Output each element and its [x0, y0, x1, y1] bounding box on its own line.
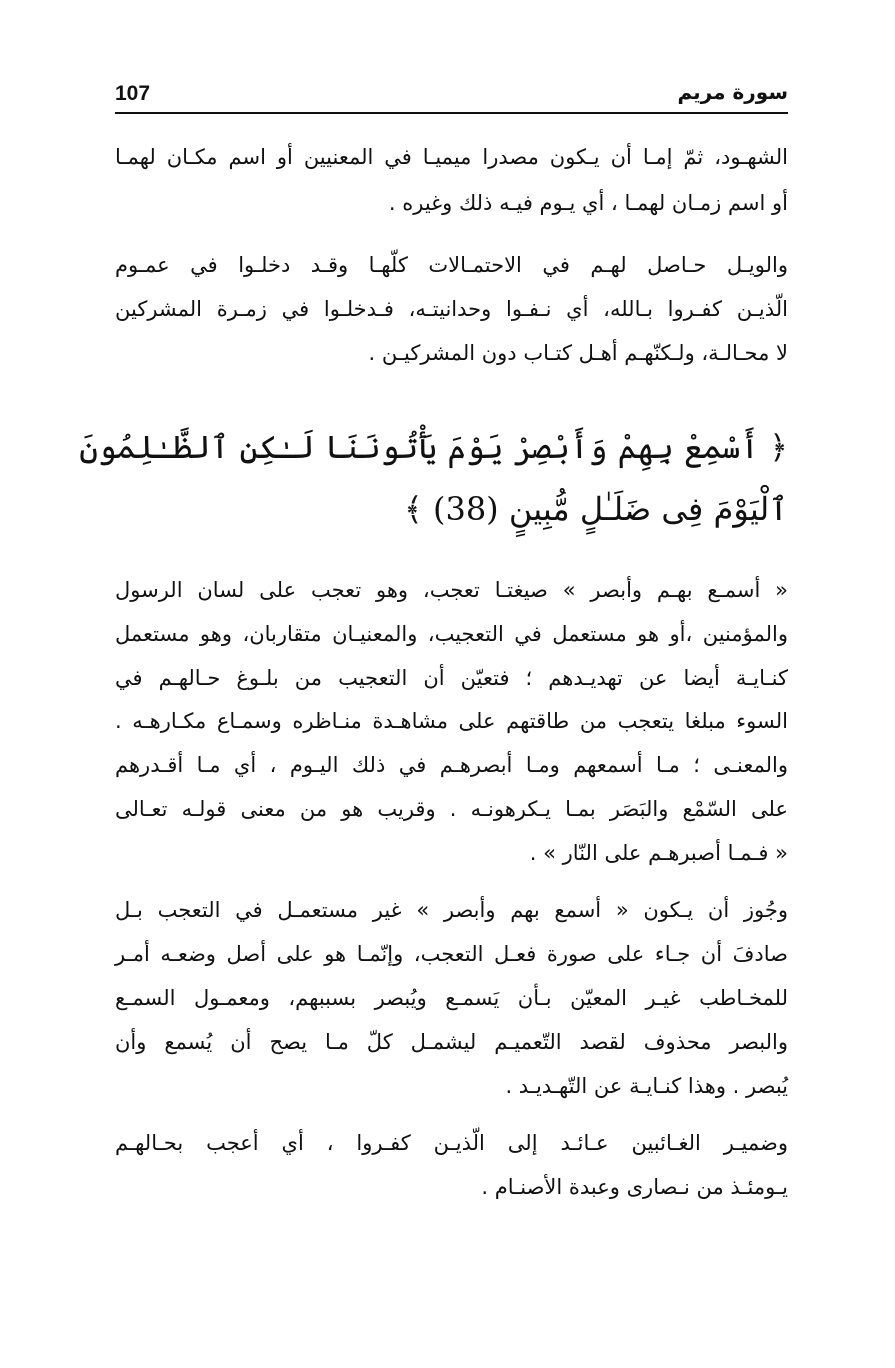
quran-verse-line: ٱلْيَوْمَ فِى ضَلَـٰلٍ مُّبِينٍ (38) ﴾: [404, 490, 788, 528]
quran-verse-line: ﴿ أَسْمِعْ بِهِمْ وَأَبْصِرْ يَوْمَ يَأْتُونَنَا لَـٰكِنِ ٱلظَّـٰلِمُونَ: [79, 428, 788, 466]
text-line: يُبصر . وهذا كنـايـة عن التّهـديـد .: [505, 1074, 788, 1098]
text-line: على السّمْع والبَصَر بمـا يـكرهونـه . وقريب هو من معنى قولـه تعـالى: [115, 797, 788, 821]
text-line: والمؤمنين ،أو هو مستعمل في التعجيب، والمعنيـان متقاربان، وهو مستعمل: [115, 622, 788, 646]
text-line: وضميـر الغـائبين عـائـد إلى الّذيـن كفـروا ، أي أعجب بحـالهـم: [115, 1131, 788, 1155]
page-number: 107: [115, 82, 151, 105]
text-line: والمعنـى ؛ مـا أسمعهم ومـا أبصرهـم في ذلك اليـوم ، أي مـا أقـدرهم: [115, 753, 788, 777]
text-line: « فـمـا أصبرهـم على النّار » .: [529, 841, 788, 865]
text-line: للمخـاطب غيـر المعيّن بـأن يَسمـع ويُبصر بسببهم، ومعمـول السمـع: [115, 986, 788, 1010]
text-line: « أسمـع بهـم وأبصر » صيغتـا تعجب، وهو تعجب على لسان الرسول: [115, 578, 788, 602]
text-line: الّذيـن كفـروا بـالله، أي نـفـوا وحدانيتـه، فـدخلـوا في زمـرة المشركين: [115, 297, 788, 321]
page-header: [115, 80, 788, 114]
text-line: يـومئـذ من نـصارى وعبدة الأصنـام .: [481, 1175, 788, 1199]
text-line: كنـايـة أيضا عن تهديـدهم ؛ فتعيّن أن التعجيب من بلـوغ حـالهـم في: [115, 666, 788, 690]
text-line: الشهـود، ثمّ إمـا أن يـكون مصدرا ميميـا في المعنيين أو اسم مكـان لهمـا: [115, 145, 788, 169]
text-line: السوء مبلغا يتعجب من طاقتهم على مشاهـدة منـاظره وسمـاع مكـارهـه .: [115, 709, 788, 733]
text-line: لا محـالـة، ولـكنّهـم أهـل كتـاب دون المشركيـن .: [368, 341, 788, 365]
text-line: صادفَ أن جـاء على صورة فعـل التعجب، وإنّمـا هو على أصل وضعـه أمـر: [115, 942, 788, 966]
running-title: سورة مريم: [677, 80, 788, 104]
text-line: أو اسم زمـان لهمـا ، أي يـوم فيـه ذلك وغيره .: [388, 191, 788, 215]
text-line: والويـل حـاصل لهـم في الاحتمـالات كلّهـا وقـد دخلـوا في عمـوم: [115, 253, 788, 277]
text-line: وجُوز أن يـكون « أسمع بهم وأبصر » غير مستعمـل في التعجب بـل: [115, 898, 788, 922]
text-line: والبصر محذوف لقصد التّعميـم ليشمـل كلّ مـا يصح أن يُسمع وأن: [115, 1030, 788, 1054]
